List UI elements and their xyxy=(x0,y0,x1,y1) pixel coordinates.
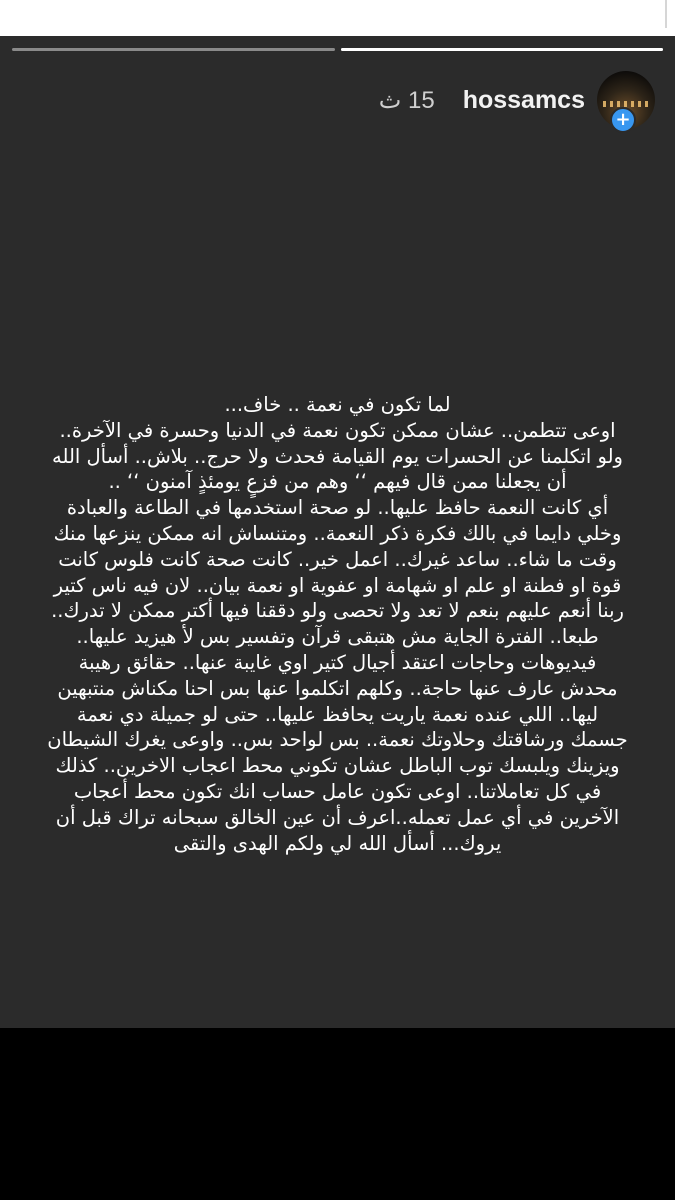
story-text-line: لما تكون في نعمة .. خاف... xyxy=(224,393,451,416)
story-header xyxy=(379,70,655,130)
plus-icon[interactable]: + xyxy=(610,107,636,133)
story-text-line: ويزينك ويلبسك توب الباطل عشان تكوني محط اعجاب الاخرين.. كذلك xyxy=(55,754,620,778)
story-text xyxy=(24,392,651,856)
story-time: 15 ث xyxy=(378,86,435,114)
story-text-line: ربنا أنعم عليهم بنعم لا تعد ولا تحصى ولو دققنا فيها أكتر ممكن لا تدرك.. xyxy=(51,599,624,623)
story-text-line: محدش عارف عنها حاجة.. وكلهم اتكلموا عنها بس احنا مكناش منتبهين xyxy=(57,676,618,700)
story-text-line: ليها.. اللي عنده نعمة ياريت يحافظ عليها.. حتى لو جميلة دي نعمة xyxy=(76,702,599,726)
story-progress-bar xyxy=(12,48,663,51)
story-text-line: جسمك ورشاقتك وحلاوتك نعمة.. بس لواحد بس.. واوعى يغرك الشيطان xyxy=(47,728,628,752)
status-bar xyxy=(0,0,675,36)
story-text-line: ولو اتكلمنا عن الحسرات يوم القيامة فحدث ولا حرج.. بلاش.. أسأل الله xyxy=(52,444,623,468)
avatar-container[interactable] xyxy=(597,71,655,129)
story-text-line: فيديوهات وحاجات اعتقد أجيال كتير اوي غايبة عنها.. حقائق رهيبة xyxy=(78,650,597,674)
story-text-line: أي كانت النعمة حافظ عليها.. لو صحة استخدمها في الطاعة والعبادة xyxy=(66,496,609,520)
avatar-photo-icon xyxy=(603,101,649,107)
story-text-line: في كل تعاملاتنا.. اوعى تكون عامل حساب انك تكون محط أعجاب xyxy=(73,779,602,803)
story-text-line: طبعا.. الفترة الجاية مش هتبقى قرآن وتفسير بس لأ هيزيد عليها.. xyxy=(76,625,599,649)
story-text-line: أن يجعلنا ممن قال فيهم ‘‘ وهم من فزعٍ يومئذٍ آمنون ‘‘ .. xyxy=(108,470,567,494)
progress-segment-2-fill xyxy=(341,48,664,51)
story-text-line: قوة او فطنة او علم او شهامة او عفوية او نعمة بيان.. لان فيه ناس كتير xyxy=(53,573,622,597)
progress-segment-2 xyxy=(341,48,664,51)
story-text-line: وخلي دايما في بالك فكرة ذكر النعمة.. ومتنساش انه ممكن ينزعها منك xyxy=(53,521,622,545)
story-username[interactable]: hossamcs xyxy=(462,85,585,114)
progress-segment-1 xyxy=(12,48,335,51)
story-text-line: اوعى تتطمن.. عشان ممكن تكون نعمة في الدنيا وحسرة في الآخرة.. xyxy=(59,418,616,442)
bottom-area xyxy=(0,1028,675,1200)
story-text-line: يروك... أسأل الله لي ولكم الهدى والتقى xyxy=(173,831,502,855)
story-view[interactable] xyxy=(0,36,675,1028)
story-text-line: وقت ما شاء.. ساعد غيرك.. اعمل خير.. كانت صحة كانت فلوس كانت xyxy=(58,547,617,571)
story-text-line: الآخرين في أي عمل تعمله..اعرف أن عين الخالق سبحانه تراك قبل أن xyxy=(55,805,620,829)
status-bar-edge xyxy=(665,0,667,28)
